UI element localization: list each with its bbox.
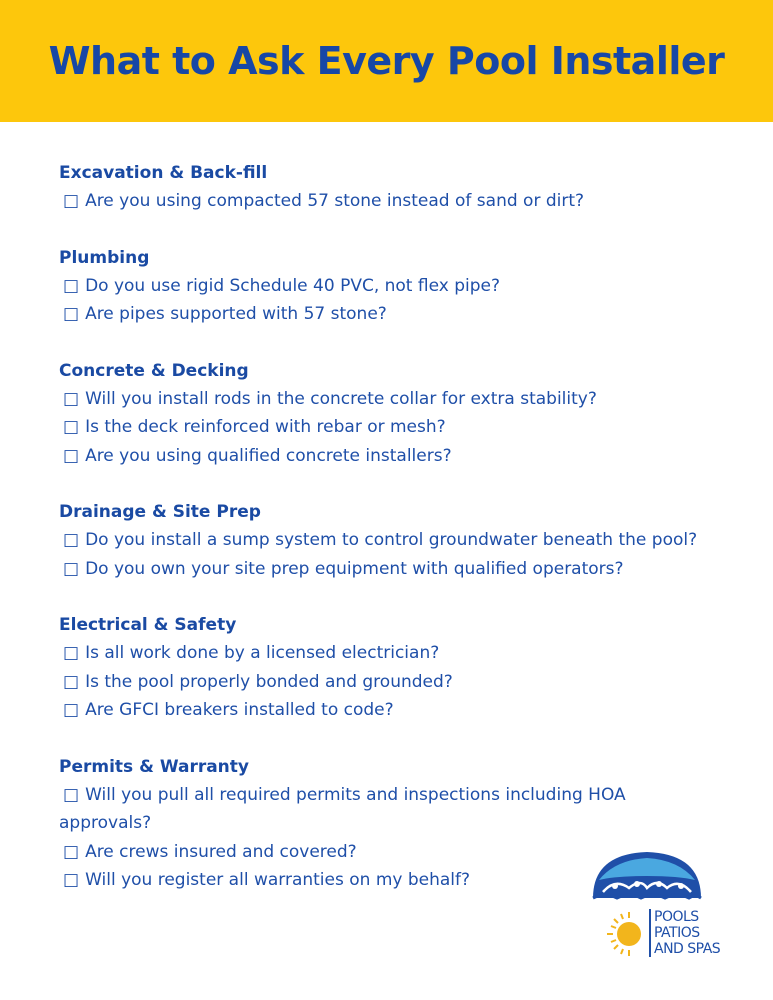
checklist-item-text: Will you install rods in the concrete collar for extra stability? [85,388,597,409]
checkbox-icon: □ [63,417,80,437]
section-heading: Plumbing [59,247,150,268]
checklist-item-text: Are GFCI breakers installed to code? [85,700,394,720]
checklist-section [59,611,719,725]
checklist-item [59,385,719,414]
checkbox-icon: □ [63,700,80,720]
checkbox-icon: □ [63,191,80,211]
checklist-section [59,159,719,216]
checkbox-icon: □ [63,671,80,692]
section-heading: Concrete & Decking [59,360,249,381]
checklist-item-text: Do you use rigid Schedule 40 PVC, not flex pipe? [85,275,500,296]
checklist-item-text: Are you using compacted 57 stone instead of sand or dirt? [85,191,585,211]
checkbox-icon: □ [63,784,80,805]
checklist-item-text: Will you register all warranties on my behalf? [85,870,471,890]
checklist-item-text: Is all work done by a licensed electrician? [85,643,440,663]
logo-line: POOLS [654,909,699,925]
checklist-item [59,300,719,329]
checklist-item-text: Are crews insured and covered? [85,841,357,862]
checkbox-icon: □ [63,530,80,550]
checkbox-icon: □ [63,870,80,890]
checklist-item [59,526,719,555]
section-heading: Permits & Warranty [59,756,249,777]
section-heading: Excavation & Back-fill [59,163,268,183]
title-banner [0,0,773,122]
checkbox-icon: □ [63,558,80,579]
checkbox-icon: □ [63,841,80,862]
checklist-item [59,555,719,584]
checklist [59,159,719,923]
checklist-item-text: Will you pull all required permits and inspections including HOA approvals? [59,784,626,833]
checklist-section [59,498,719,583]
section-heading: Electrical & Safety [59,615,237,635]
checklist-item [59,668,719,697]
checklist-section [59,357,719,471]
checklist-item [59,272,719,301]
checklist-item [59,442,719,471]
checkbox-icon: □ [63,643,80,663]
checklist-item-text: Are pipes supported with 57 stone? [85,304,387,324]
checklist-item [59,781,719,838]
logo-line: PATIOS [654,925,700,941]
checklist-item-text: Are you using qualified concrete installers? [85,445,452,466]
checklist-item-text: Do you own your site prep equipment with qualified operators? [85,558,624,579]
checklist-item-text: Is the deck reinforced with rebar or mesh? [85,417,446,437]
section-heading: Drainage & Site Prep [59,502,261,522]
checkbox-icon: □ [63,275,80,296]
checklist-item [59,187,719,216]
checklist-section [59,244,719,329]
page-title: What to Ask Every Pool Installer [48,39,725,83]
logo-line: AND SPAS [654,941,721,957]
checklist-item [59,639,719,668]
checklist-item-text: Is the pool properly bonded and grounded? [85,671,453,692]
checklist-item-text: Do you install a sump system to control groundwater beneath the pool? [85,530,698,550]
checkbox-icon: □ [63,445,80,466]
checklist-item [59,413,719,442]
checkbox-icon: □ [63,388,80,409]
checkbox-icon: □ [63,304,80,324]
checklist-item [59,696,719,725]
logo-wordmark [649,909,720,957]
